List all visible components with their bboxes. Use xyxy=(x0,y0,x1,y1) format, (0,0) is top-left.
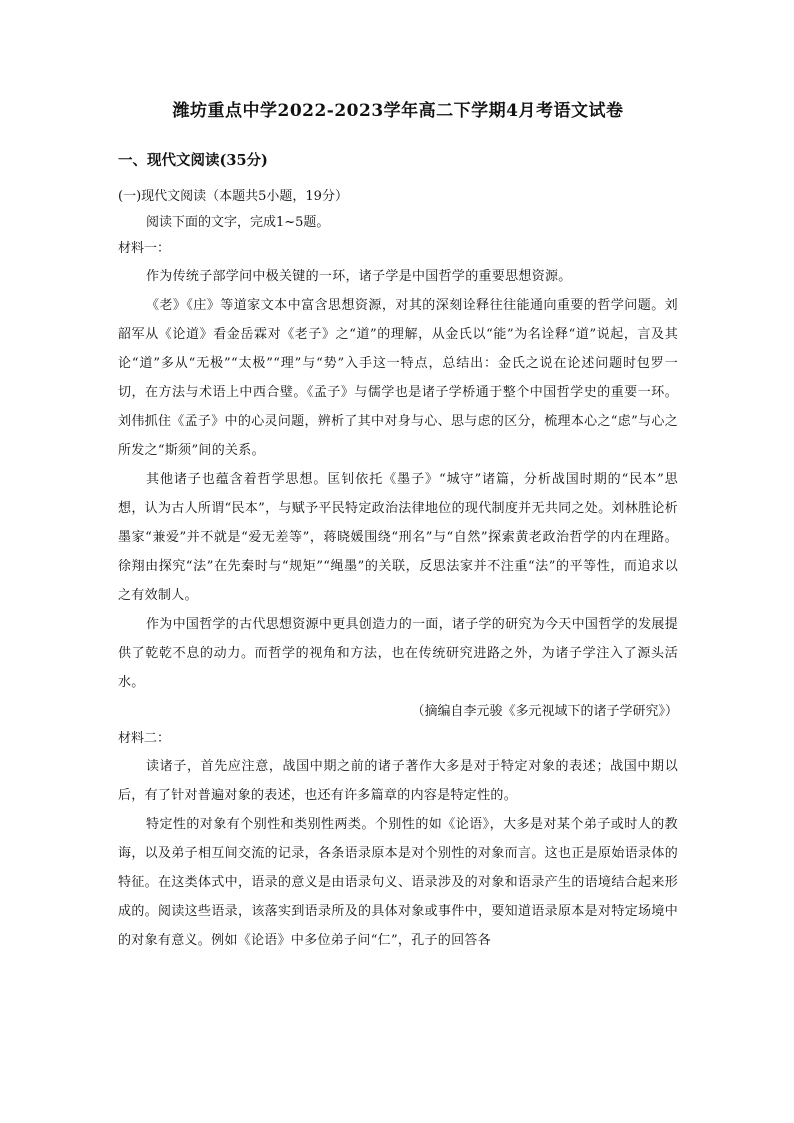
material1-paragraph-4: 作为中国哲学的古代思想资源中更具创造力的一面，诸子学的研究为今天中国哲学的发展提供了乾乾不息的动力。而哲学的视角和方法，也在传统研究进路之外，为诸子学注入了源头活水。 xyxy=(118,617,679,690)
material1-label: 材料一： xyxy=(118,241,171,256)
material2-paragraph-2: 特定性的对象有个别性和类别性两类。个别性的如《论语》，大多是对某个弟子或时人的教诲，以及弟子相互间交流的记录，各条语录原本是对个别性的对象而言。这也正是原始语录体的特征。在这类体式中，语录的意义是由语录句义、语录涉及的对象和语录产生的语境结合起来形成的。阅读这些语录，该落实到语录所及的具体对象或事件中，要知道语录原本是对特定场境中的对象有意义。例如《论语》中多位弟子问“仁”，孔子的回答各 xyxy=(118,817,678,948)
material2-paragraph-1: 读诸子，首先应注意，战国中期之前的诸子著作大多是对于特定对象的表述；战国中期以后，有了针对普遍对象的表述，也还有许多篇章的内容是特定性的。 xyxy=(118,759,678,803)
subsection-heading: (一)现代文阅读（本题共5小题，19分） xyxy=(118,189,348,204)
document-page xyxy=(118,96,678,955)
material2-label: 材料二： xyxy=(118,731,171,746)
document-title: 潍坊重点中学2022-2023学年高二下学期4月考语文试卷 xyxy=(172,101,624,121)
section-heading: 一、现代文阅读(35分) xyxy=(118,152,268,169)
instruction-text: 阅读下面的文字，完成1~5题。 xyxy=(146,215,330,230)
material1-source: （摘编自李元骏《多元视域下的诸子学研究》） xyxy=(411,704,678,719)
material1-paragraph-2: 《老》《庄》等道家文本中富含思想资源，对其的深刻诠释往往能通向重要的哲学问题。刘韶军从《论道》看金岳霖对《老子》之“道”的理解，从金氏以“能”为名诠释“道”说起，言及其论“道”多从“无极”“太极”“理”与“势”入手这一特点，总结出：金氏之说在论述问题时包罗一切，在方法与术语上中西合璧。《孟子》与儒学也是诸子学桥通于整个中国哲学史的重要一环。刘伟抓住《孟子》中的心灵问题，辨析了其中对身与心、思与虑的区分，梳理本心之“虑”与心之所发之“斯须”间的关系。 xyxy=(118,298,678,458)
material1-paragraph-3: 其他诸子也蕴含着哲学思想。匡钊依托《墨子》“城守”诸篇，分析战国时期的“民本”思想，认为古人所谓“民本”，与赋予平民特定政治法律地位的现代制度并无共同之处。刘林胜论析墨家“兼爱”并不就是“爱无差等”，蒋晓媛围绕“刑名”与“自然”探索黄老政治哲学的内在理路。徐翔由探究“法”在先秦时与“规矩”“绳墨”的关联，反思法家并不注重“法”的平等性，而追求以之有效制人。 xyxy=(118,472,678,603)
material1-paragraph-1: 作为传统子部学问中极关键的一环，诸子学是中国哲学的重要思想资源。 xyxy=(146,269,572,284)
